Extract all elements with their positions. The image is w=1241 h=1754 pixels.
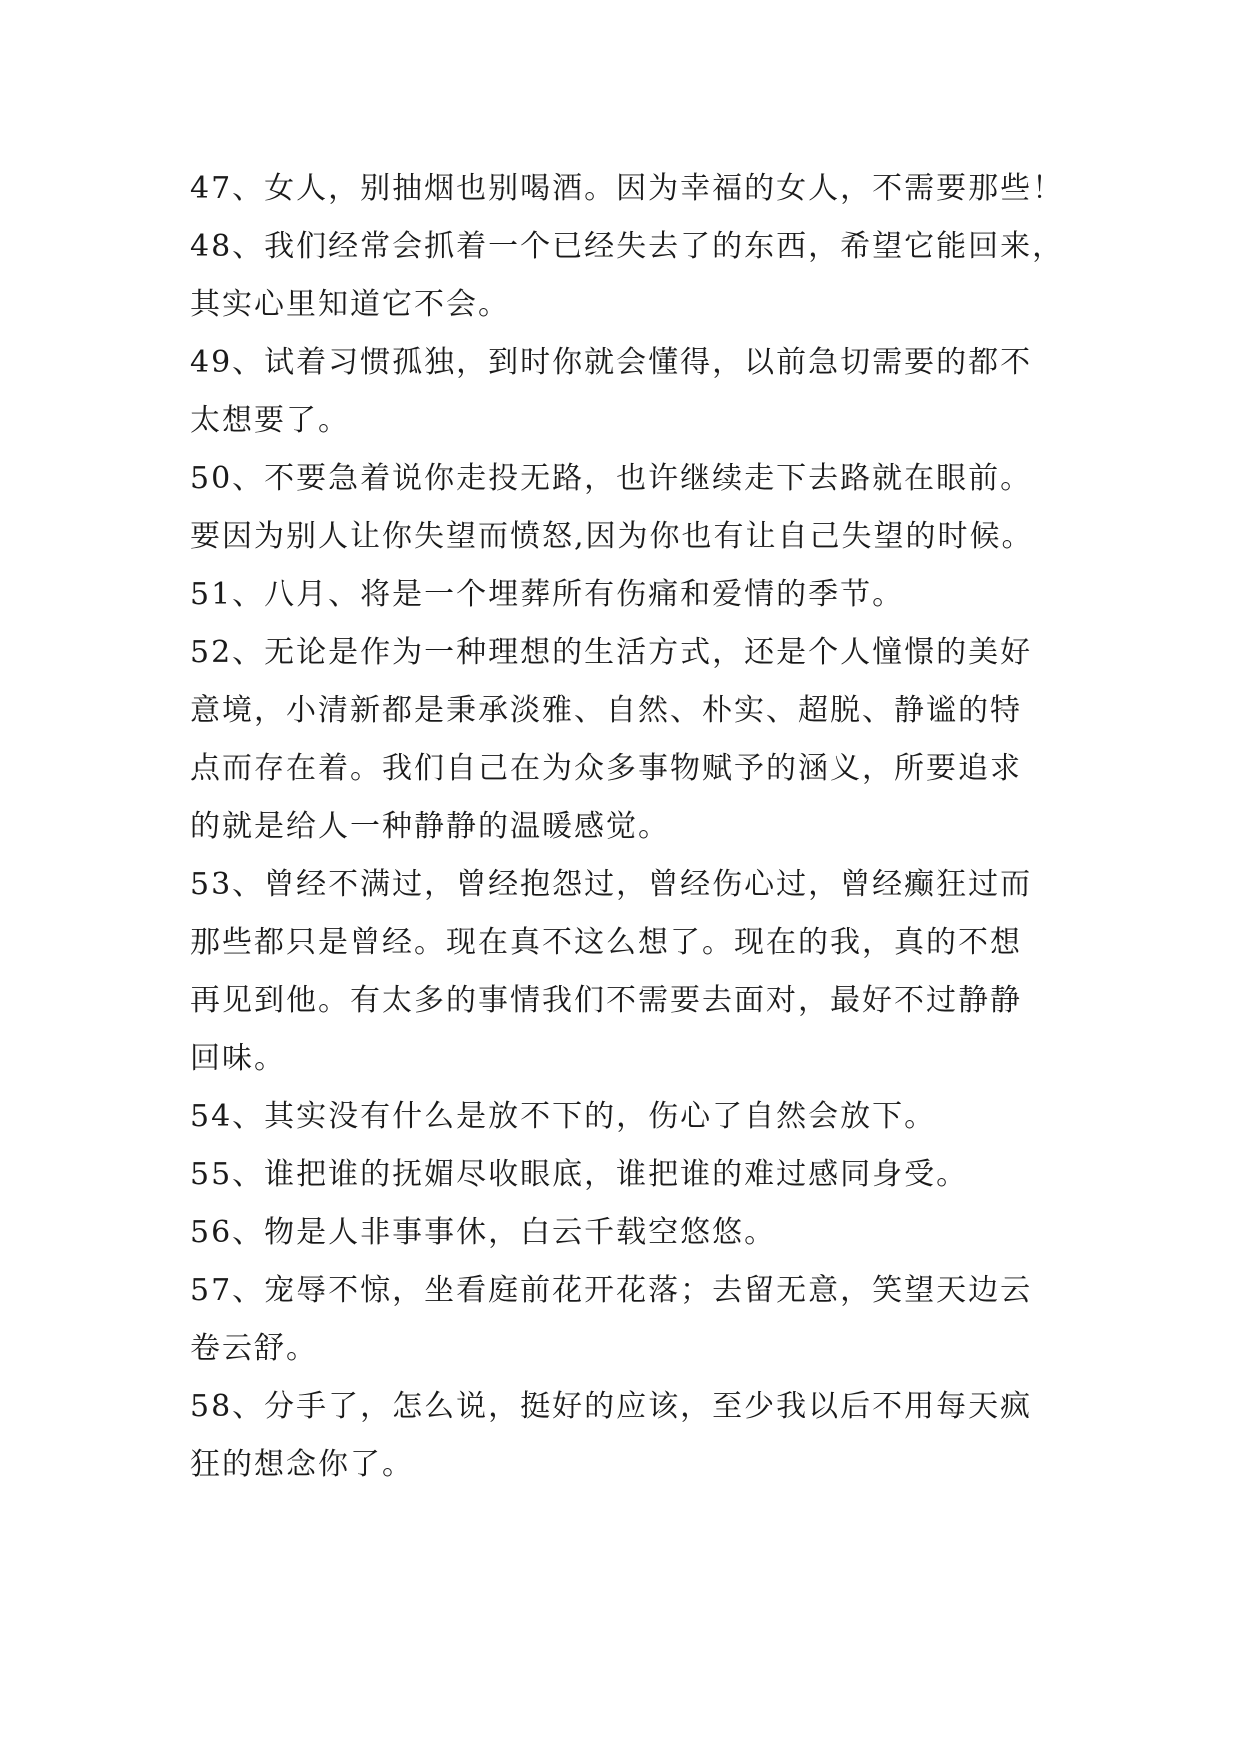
text-line: 卷云舒。 — [190, 1331, 318, 1366]
document-body — [190, 160, 1070, 1494]
text-line: 太想要了。 — [190, 403, 350, 438]
text-line: 的就是给人一种静静的温暖感觉。 — [190, 809, 670, 844]
text-line: 58、分手了，怎么说，挺好的应该，至少我以后不用每天疯 — [190, 1389, 1033, 1424]
text-line: 53、曾经不满过，曾经抱怨过，曾经伤心过，曾经癫狂过而 — [190, 867, 1033, 902]
text-line: 其实心里知道它不会。 — [190, 287, 510, 322]
text-line: 48、我们经常会抓着一个已经失去了的东西，希望它能回来， — [190, 229, 1065, 264]
text-line: 49、试着习惯孤独，到时你就会懂得，以前急切需要的都不 — [190, 345, 1033, 380]
text-line: 再见到他。有太多的事情我们不需要去面对，最好不过静静 — [190, 983, 1022, 1018]
text-line: 50、不要急着说你走投无路，也许继续走下去路就在眼前。 — [190, 461, 1033, 496]
text-line: 意境，小清新都是秉承淡雅、自然、朴实、超脱、静谧的特 — [190, 693, 1022, 728]
text-line: 回味。 — [190, 1041, 286, 1076]
text-line: 54、其实没有什么是放不下的，伤心了自然会放下。 — [190, 1099, 937, 1134]
text-line: 47、女人，别抽烟也别喝酒。因为幸福的女人，不需要那些！ — [190, 171, 1065, 206]
text-line: 52、无论是作为一种理想的生活方式，还是个人憧憬的美好 — [190, 635, 1033, 670]
text-line: 55、谁把谁的抚媚尽收眼底，谁把谁的难过感同身受。 — [190, 1157, 969, 1192]
text-line: 那些都只是曾经。现在真不这么想了。现在的我，真的不想 — [190, 925, 1022, 960]
text-line: 51、八月、将是一个埋葬所有伤痛和爱情的季节。 — [190, 577, 905, 612]
text-line: 点而存在着。我们自己在为众多事物赋予的涵义，所要追求 — [190, 751, 1022, 786]
text-line: 要因为别人让你失望而愤怒,因为你也有让自己失望的时候。 — [190, 519, 1034, 554]
text-line: 57、宠辱不惊，坐看庭前花开花落；去留无意，笑望天边云 — [190, 1273, 1033, 1308]
text-line: 56、物是人非事事休，白云千载空悠悠。 — [190, 1215, 777, 1250]
text-line: 狂的想念你了。 — [190, 1447, 414, 1482]
